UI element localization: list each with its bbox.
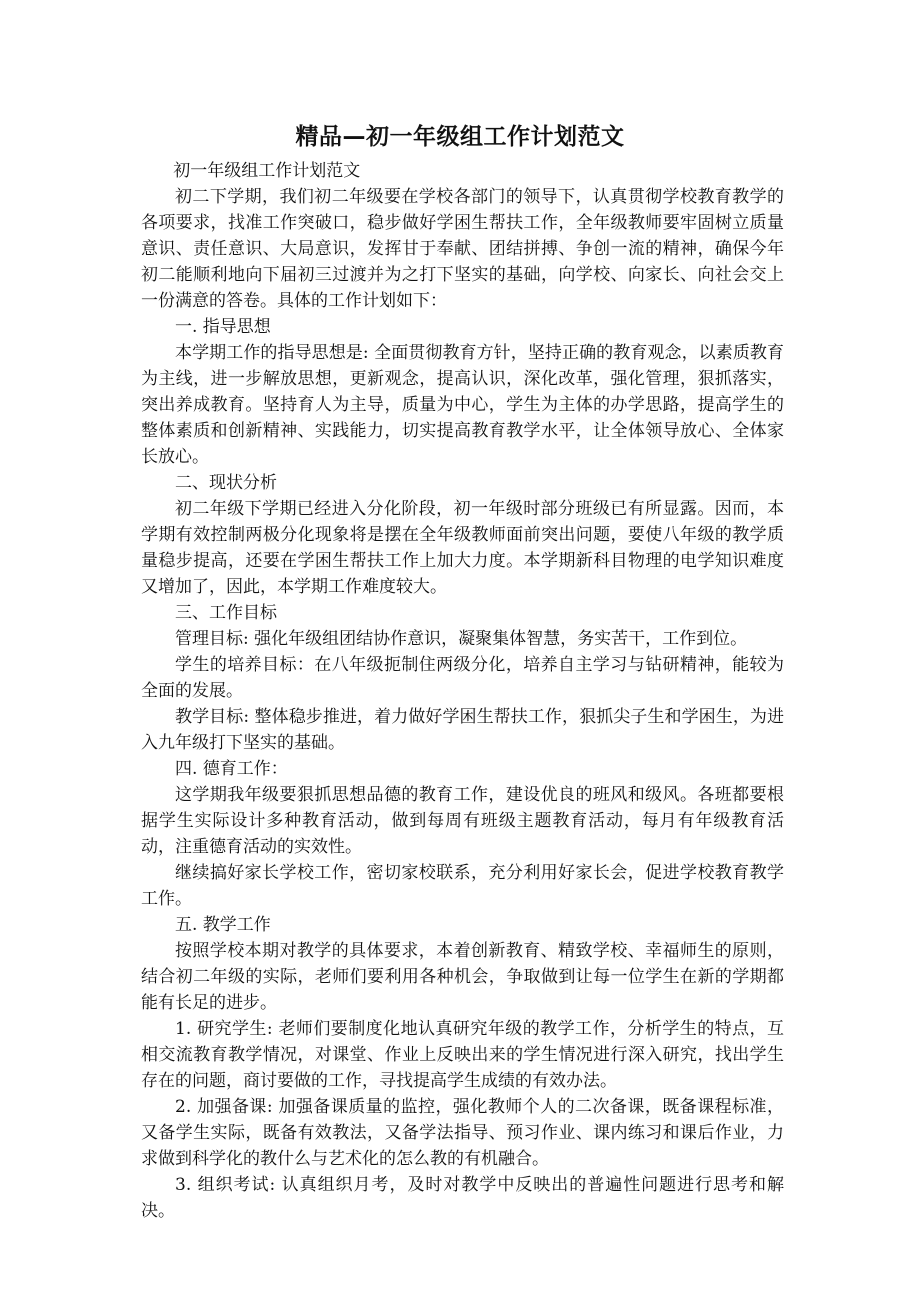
- body-paragraph: 学生的培养目标：在八年级扼制住两级分化，培养自主学习与钻研精神，能较为全面的发展。: [141, 655, 784, 701]
- body-paragraph: 教学目标: 整体稳步推进，着力做好学困生帮扶工作，狠抓尖子生和学困生，为进入九年级打下坚实的基础。: [141, 707, 784, 753]
- subtitle-line: 初一年级组工作计划范文: [173, 161, 361, 181]
- section-heading: 一. 指导思想: [175, 317, 271, 337]
- section-heading: 三、工作目标: [175, 603, 277, 623]
- document-title: 精品—初一年级组工作计划范文: [295, 124, 625, 150]
- list-item: 2. 加强备课: 加强备课质量的监控，强化教师个人的二次备课，既备课程标准，又备学生实际，既备有效教法，又备学法指导、预习作业、课内练习和课后作业，力求做到科学化的教什么与艺术化的怎么教的有机融合。: [141, 1097, 784, 1169]
- intro-paragraph: 初二下学期，我们初二年级要在学校各部门的领导下，认真贯彻学校教育教学的各项要求，找准工作突破口，稳步做好学困生帮扶工作，全年级教师要牢固树立质量意识、责任意识、大局意识，发挥甘于奉献、团结拼搏、争创一流的精神，确保今年初二能顺利地向下届初三过渡并为之打下坚实的基础，向学校、向家长、向社会交上一份满意的答卷。具体的工作计划如下：: [141, 187, 784, 311]
- section-heading: 五. 教学工作: [175, 915, 271, 935]
- list-item: 1. 研究学生: 老师们要制度化地认真研究年级的教学工作，分析学生的特点，互相交流教育教学情况，对课堂、作业上反映出来的学生情况进行深入研究，找出学生存在的问题，商讨要做的工作，寻找提高学生成绩的有效办法。: [141, 1019, 784, 1091]
- body-paragraph: 初二年级下学期已经进入分化阶段，初一年级时部分班级已有所显露。因而，本学期有效控制两极分化现象将是摆在全年级教师面前突出问题，要使八年级的教学质量稳步提高，还要在学困生帮扶工作上加大力度。本学期新科目物理的电学知识难度又增加了，因此，本学期工作难度较大。: [141, 499, 784, 597]
- section-heading: 二、现状分析: [175, 473, 277, 493]
- body-paragraph: 管理目标: 强化年级组团结协作意识，凝聚集体智慧，务实苦干，工作到位。: [175, 629, 748, 649]
- body-paragraph: 这学期我年级要狠抓思想品德的教育工作，建设优良的班风和级风。各班都要根据学生实际设计多种教育活动，做到每周有班级主题教育活动，每月有年级教育活动，注重德育活动的实效性。: [141, 785, 784, 857]
- document-body: [141, 158, 784, 1224]
- list-item: 3. 组织考试: 认真组织月考，及时对教学中反映出的普遍性问题进行思考和解决。: [141, 1175, 784, 1221]
- body-paragraph: 本学期工作的指导思想是: 全面贯彻教育方针，坚持正确的教育观念，以素质教育为主线，进一步解放思想，更新观念，提高认识，深化改革，强化管理，狠抓落实，突出养成教育。坚持育人为主导，质量为中心，学生为主体的办学思路，提高学生的整体素质和创新精神、实践能力，切实提高教育教学水平，让全体领导放心、全体家长放心。: [141, 343, 784, 467]
- section-heading: 四. 德育工作：: [175, 759, 288, 779]
- body-paragraph: 按照学校本期对教学的具体要求，本着创新教育、精致学校、幸福师生的原则，结合初二年级的实际，老师们要利用各种机会，争取做到让每一位学生在新的学期都能有长足的进步。: [141, 941, 784, 1013]
- body-paragraph: 继续搞好家长学校工作，密切家校联系，充分利用好家长会，促进学校教育教学工作。: [141, 863, 784, 909]
